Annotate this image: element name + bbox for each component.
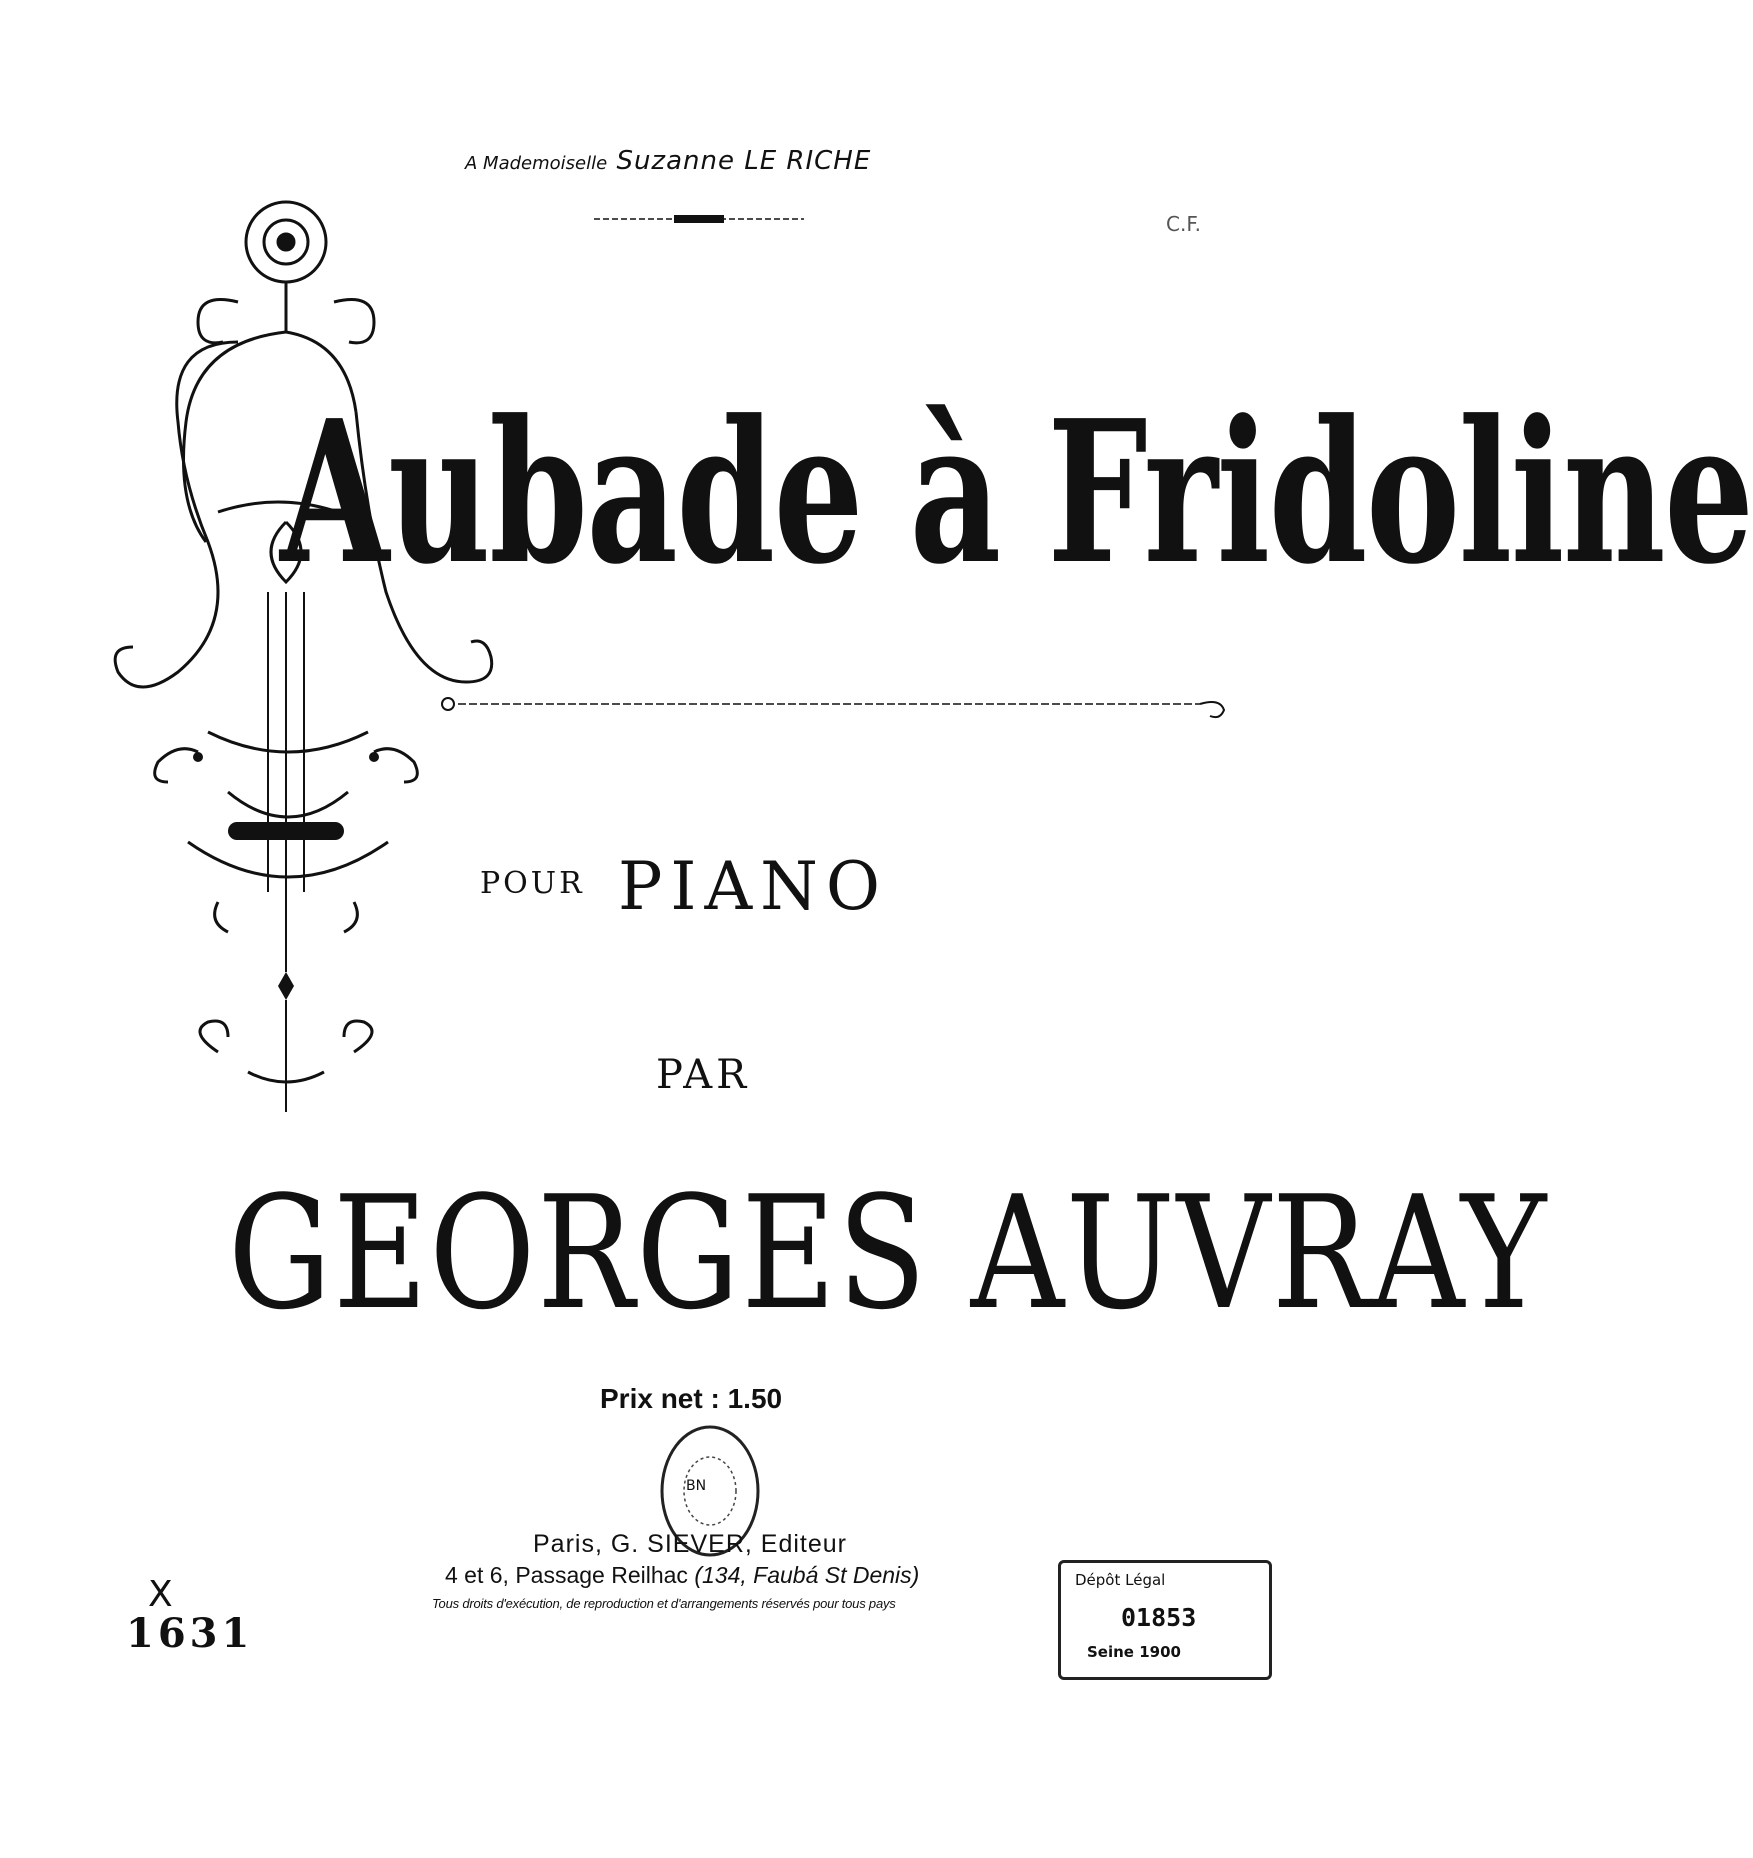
piece-title: Aubade à Fridoline <box>280 378 1753 608</box>
deposit-stamp-footer: Seine 1900 <box>1087 1643 1181 1661</box>
pour-label: POUR <box>480 866 585 901</box>
ornament-illustration <box>98 192 458 1112</box>
by-label: PAR <box>656 1052 751 1098</box>
deposit-stamp-number: 01853 <box>1121 1603 1197 1632</box>
instrument-label: PIANO <box>618 848 889 925</box>
decorative-rule-top <box>594 212 804 226</box>
publisher-address-italic: (134, Faubá St Denis) <box>694 1562 920 1588</box>
corner-mark: C.F. <box>1166 212 1201 236</box>
publisher-name: Paris, G. SIEVER, Editeur <box>533 1530 847 1558</box>
decorative-rule <box>440 690 1230 720</box>
library-seal-text: BN <box>686 1478 707 1494</box>
catalog-number: 1631 <box>126 1610 254 1657</box>
publisher-address <box>445 1562 919 1589</box>
deposit-stamp-heading: Dépôt Légal <box>1075 1571 1166 1589</box>
dedication-prefix: A Mademoiselle <box>465 153 608 174</box>
publisher-address-main: 4 et 6, Passage Reilhac <box>445 1562 688 1588</box>
catalog-mark: X <box>148 1574 173 1615</box>
deposit-stamp <box>1058 1560 1272 1680</box>
rights-notice: Tous droits d'exécution, de reproduction et d'arrangements réservés pour tous pays <box>432 1596 896 1611</box>
dedication <box>465 146 871 176</box>
composer-name: GEORGES AUVRAY <box>228 1162 1549 1344</box>
price: Prix net : 1.50 <box>600 1383 783 1414</box>
dedication-name: Suzanne LE RICHE <box>616 146 872 176</box>
